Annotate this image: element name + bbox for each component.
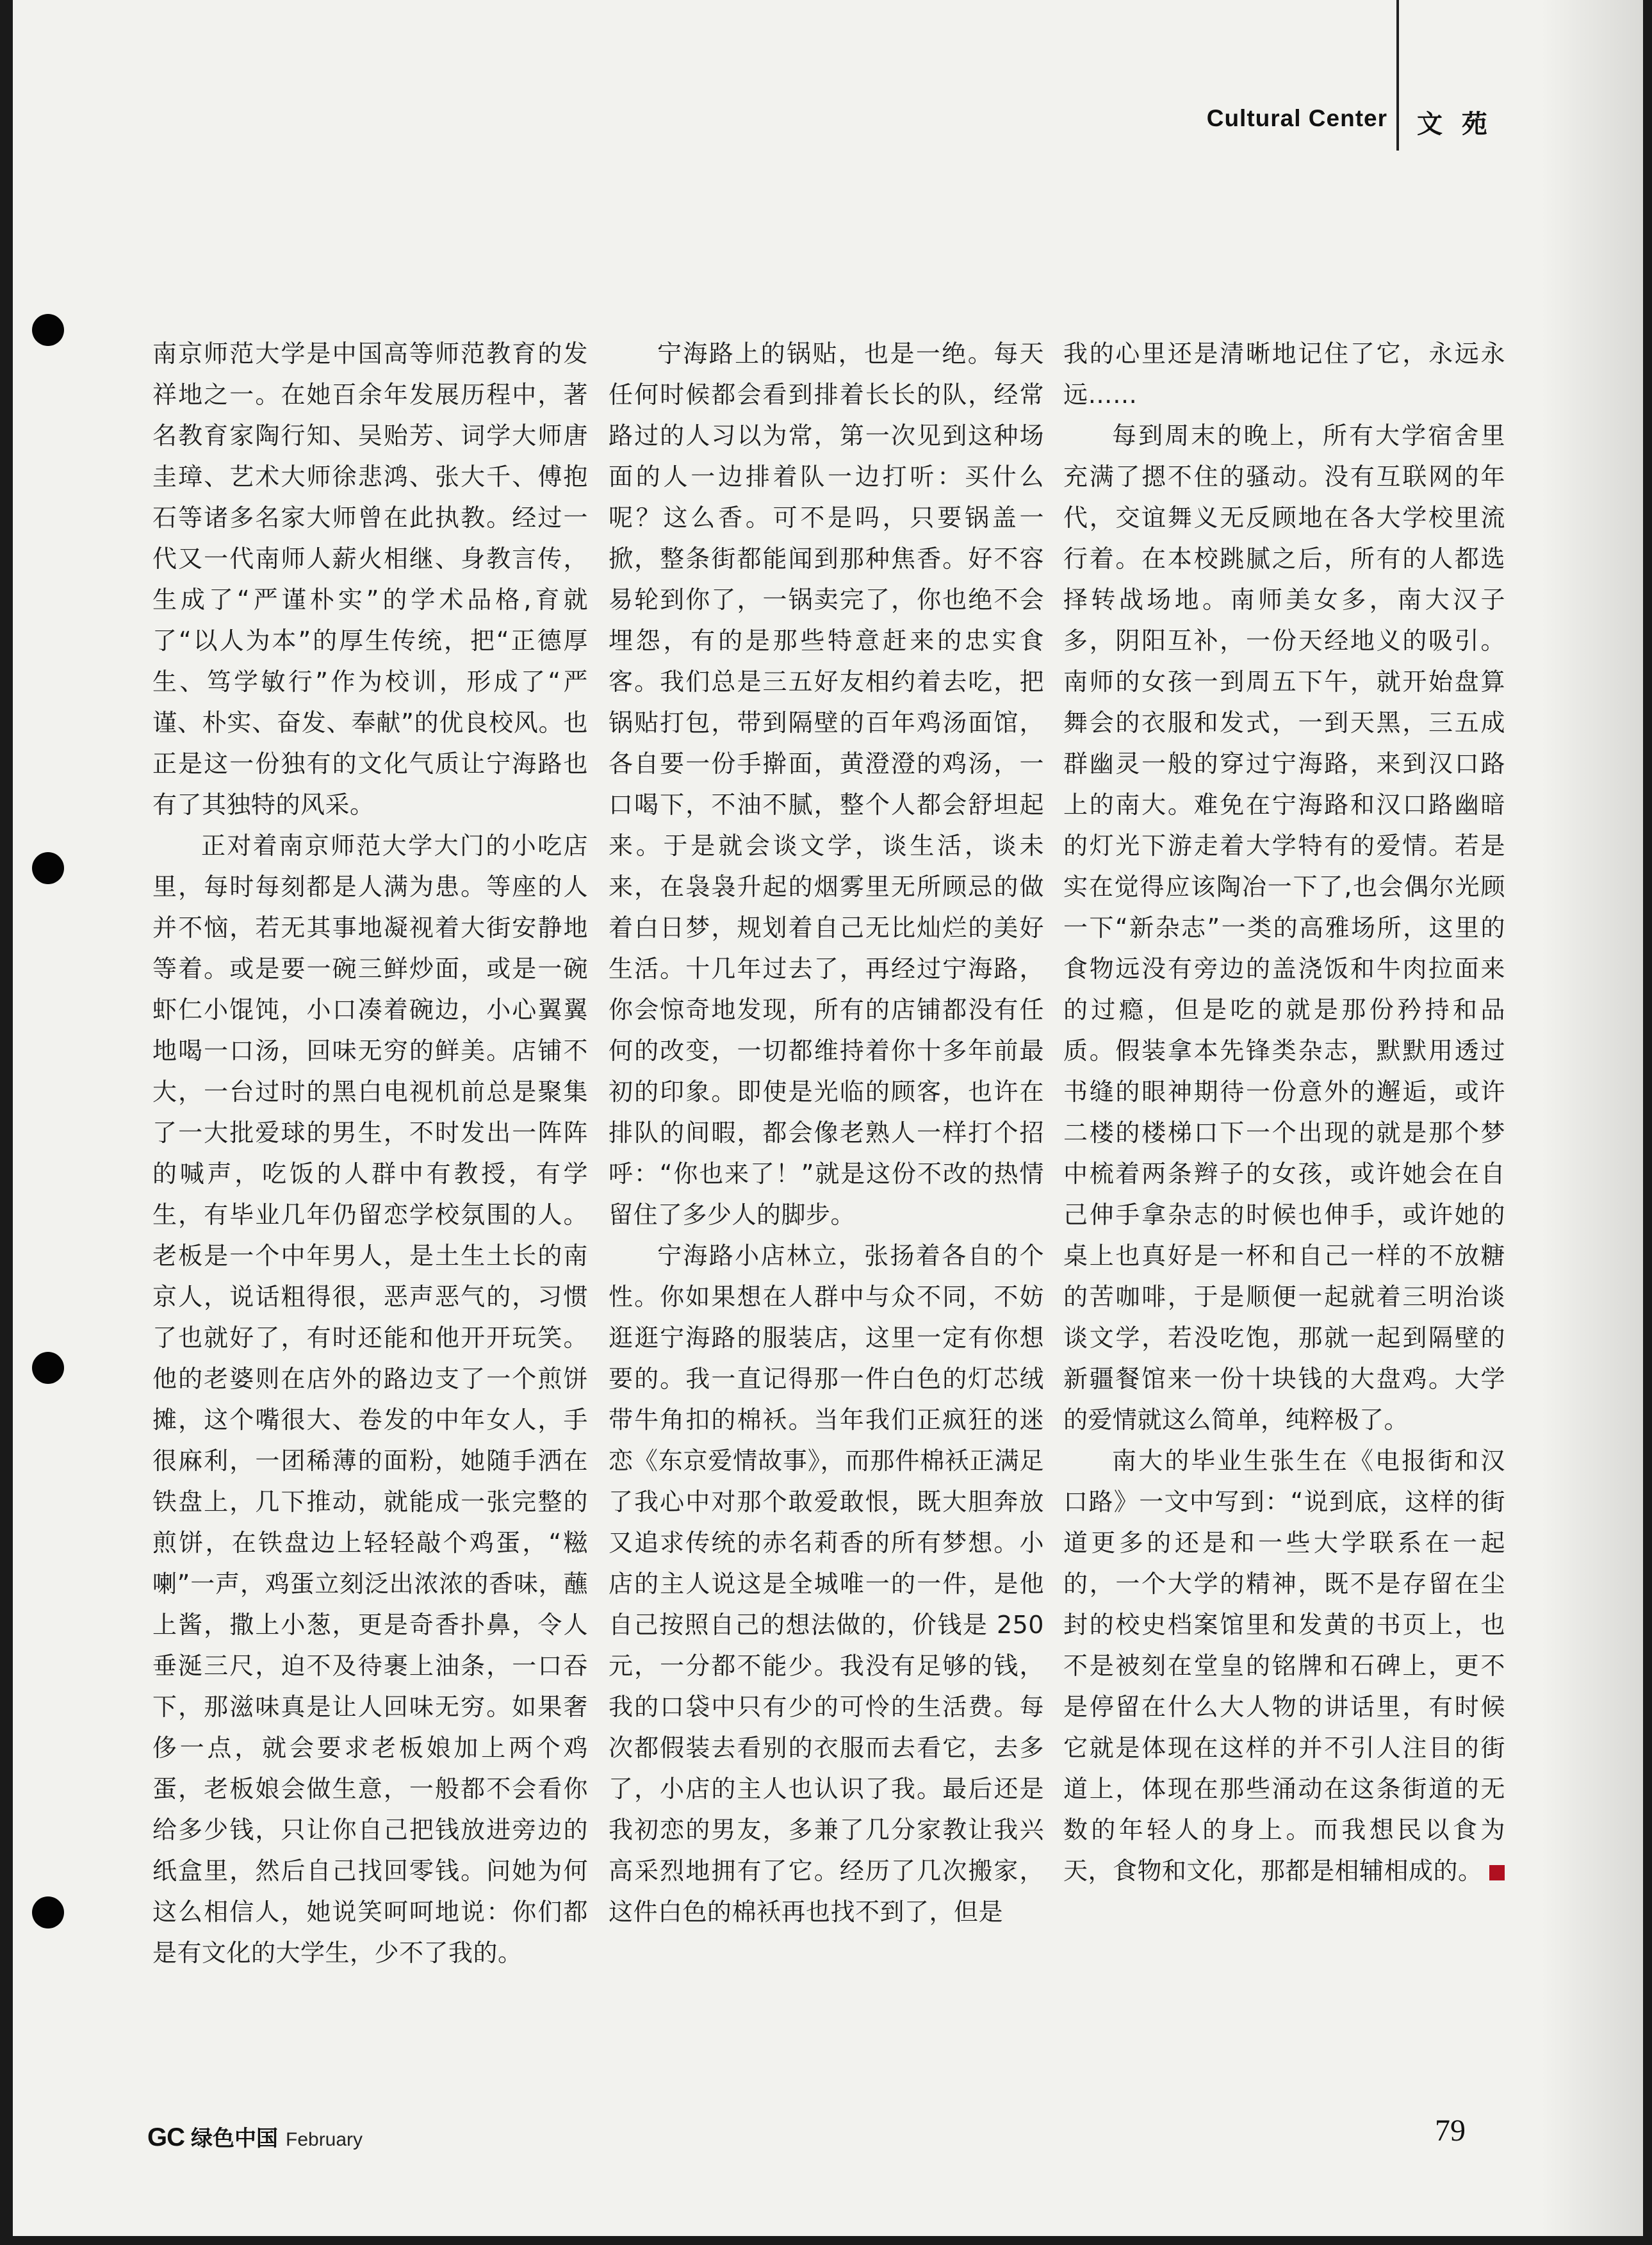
end-of-article-mark: [1489, 1865, 1505, 1880]
header-divider: [1396, 0, 1399, 151]
article-column-3: [1063, 333, 1505, 2037]
paragraph-text: 南大的毕业生张生在《电报街和汉口路》一文中写到：“说到底，这样的街道更多的还是和一些大学联系在一起的，一个大学的精神，既不是存留在尘封的校史档案馆里和发黄的书页上，也不是被刻在堂皇的铭牌和石碑上，更不是停留在什么大人物的讲话里，有时候它就是体现在这样的并不引人注目的街道上，体现在那些涌动在这条街道的无数的年轻人的身上。而我想民以食为天，食物和文化，那都是相辅相成的。: [1063, 1447, 1505, 1885]
article-column-2: [609, 333, 1044, 2037]
binder-hole: [32, 852, 64, 884]
article-column-1: [152, 333, 588, 2037]
section-title-en: Cultural Center: [1206, 105, 1387, 131]
paragraph: 正对着南京师范大学大门的小吃店里，每时每刻都是人满为患。等座的人并不恼，若无其事地凝视着大街安静地等着。或是要一碗三鲜炒面，或是一碗虾仁小馄饨，小口凑着碗边，小心翼翼地喝一口汤，回味无穷的鲜美。店铺不大，一台过时的黑白电视机前总是聚集了一大批爱球的男生，不时发出一阵阵的喊声，吃饭的人群中有教授，有学生，有毕业几年仍留恋学校氛围的人。老板是一个中年男人，是土生土长的南京人，说话粗得很，恶声恶气的，习惯了也就好了，有时还能和他开开玩笑。他的老婆则在店外的路边支了一个煎饼摊，这个嘴很大、卷发的中年女人，手很麻利，一团稀薄的面粉，她随手洒在铁盘上，几下推动，就能成一张完整的煎饼，在铁盘边上轻轻敲个鸡蛋，“糍喇”一声，鸡蛋立刻泛出浓浓的香味，蘸上酱，撒上小葱，更是奇香扑鼻，令人垂涎三尺，迫不及待裹上油条，一口吞下，那滋味真是让人回味无穷。如果奢侈一点，就会要求老板娘加上两个鸡蛋，老板娘会做生意，一般都不会看你给多少钱，只让你自己把钱放进旁边的纸盒里，然后自己找回零钱。问她为何这么相信人，她说笑呵呵地说：你们都是有文化的大学生，少不了我的。: [152, 832, 588, 1967]
magazine-page: [13, 0, 1643, 2236]
issue-month: February: [286, 2129, 363, 2150]
paragraph: 南京师范大学是中国高等师范教育的发祥地之一。在她百余年发展历程中，著名教育家陶行知、吴贻芳、词学大师唐圭璋、艺术大师徐悲鸿、张大千、傅抱石等诸多名家大师曾在此执教。经过一代又一代南师人薪火相继、身教言传，生成了“严谨朴实”的学术品格,育就了“以人为本”的厚生传统，把“正德厚生、笃学敏行”作为校训，形成了“严谨、朴实、奋发、奉献”的优良校风。也正是这一份独有的文化气质让宁海路也有了其独特的风采。: [152, 340, 588, 819]
footer-brand: [147, 2121, 363, 2152]
binder-hole: [32, 1352, 64, 1384]
gc-logo: GC: [147, 2123, 184, 2151]
page-number: 79: [1435, 2114, 1466, 2148]
binder-hole: [32, 314, 64, 346]
paragraph: 我的心里还是清晰地记住了它，永远永远……: [1063, 340, 1505, 409]
paragraph: 每到周末的晚上，所有大学宿舍里充满了摁不住的骚动。没有互联网的年代，交谊舞义无反顾地在各大学校里流行着。在本校跳腻之后，所有的人都选择转战场地。南师美女多，南大汉子多，阴阳互补，一份天经地义的吸引。南师的女孩一到周五下午，就开始盘算舞会的衣服和发式，一到天黑，三五成群幽灵一般的穿过宁海路，来到汉口路上的南大。难免在宁海路和汉口路幽暗的灯光下游走着大学特有的爱情。若是实在觉得应该陶冶一下了,也会偶尔光顾一下“新杂志”一类的高雅场所，这里的食物远没有旁边的盖浇饭和牛肉拉面来的过瘾，但是吃的就是那份矜持和品质。假装拿本先锋类杂志，默默用透过书缝的眼神期待一份意外的邂逅，或许二楼的楼梯口下一个出现的就是那个梦中梳着两条辫子的女孩，或许她会在自己伸手拿杂志的时候也伸手，或许她的桌上也真好是一杯和自己一样的不放糖的苦咖啡，于是顺便一起就着三明治谈谈文学，若没吃饱，那就一起到隔壁的新疆餐馆来一份十块钱的大盘鸡。大学的爱情就这么简单，纯粹极了。: [1063, 422, 1505, 1434]
paragraph-last: [1063, 1440, 1505, 1891]
page-fold-shadow: [1541, 0, 1643, 2236]
paragraph: 宁海路小店林立，张扬着各自的个性。你如果想在人群中与众不同，不妨逛逛宁海路的服装店，这里一定有你想要的。我一直记得那一件白色的灯芯绒带牛角扣的棉袄。当年我们正疯狂的迷恋《东京爱情故事》，而那件棉袄正满足了我心中对那个敢爱敢恨，既大胆奔放又追求传统的赤名莉香的所有梦想。小店的主人说这是全城唯一的一件，是他自己按照自己的想法做的，价钱是 250元，一分都不能少。我没有足够的钱，我的口袋中只有少的可怜的生活费。每次都假装去看别的衣服而去看它，去多了，小店的主人也认识了我。最后还是我初恋的男友，多兼了几分家教让我兴高采烈地拥有了它。经历了几次搬家，这件白色的棉袄再也找不到了，但是: [609, 1242, 1044, 1926]
binder-hole: [32, 1896, 64, 1928]
magazine-name: 绿色中国: [191, 2126, 278, 2151]
paragraph: 宁海路上的锅贴，也是一绝。每天任何时候都会看到排着长长的队，经常路过的人习以为常，第一次见到这种场面的人一边排着队一边打听：买什么呢？这么香。可不是吗，只要锅盖一掀，整条街都能闻到那种焦香。好不容易轮到你了，一锅卖完了，你也绝不会埋怨，有的是那些特意赶来的忠实食客。我们总是三五好友相约着去吃，把锅贴打包，带到隔壁的百年鸡汤面馆，各自要一份手擀面，黄澄澄的鸡汤，一口喝下，不油不腻，整个人都会舒坦起来。于是就会谈文学，谈生活，谈未来，在袅袅升起的烟雾里无所顾忌的做着白日梦，规划着自己无比灿烂的美好生活。十几年过去了，再经过宁海路，你会惊奇地发现，所有的店铺都没有任何的改变，一切都维持着你十多年前最初的印象。即使是光临的顾客，也许在排队的间暇，都会像老熟人一样打个招呼：“你也来了！”就是这份不改的热情留住了多少人的脚步。: [609, 340, 1044, 1229]
section-title-cn: 文 苑: [1417, 110, 1493, 139]
